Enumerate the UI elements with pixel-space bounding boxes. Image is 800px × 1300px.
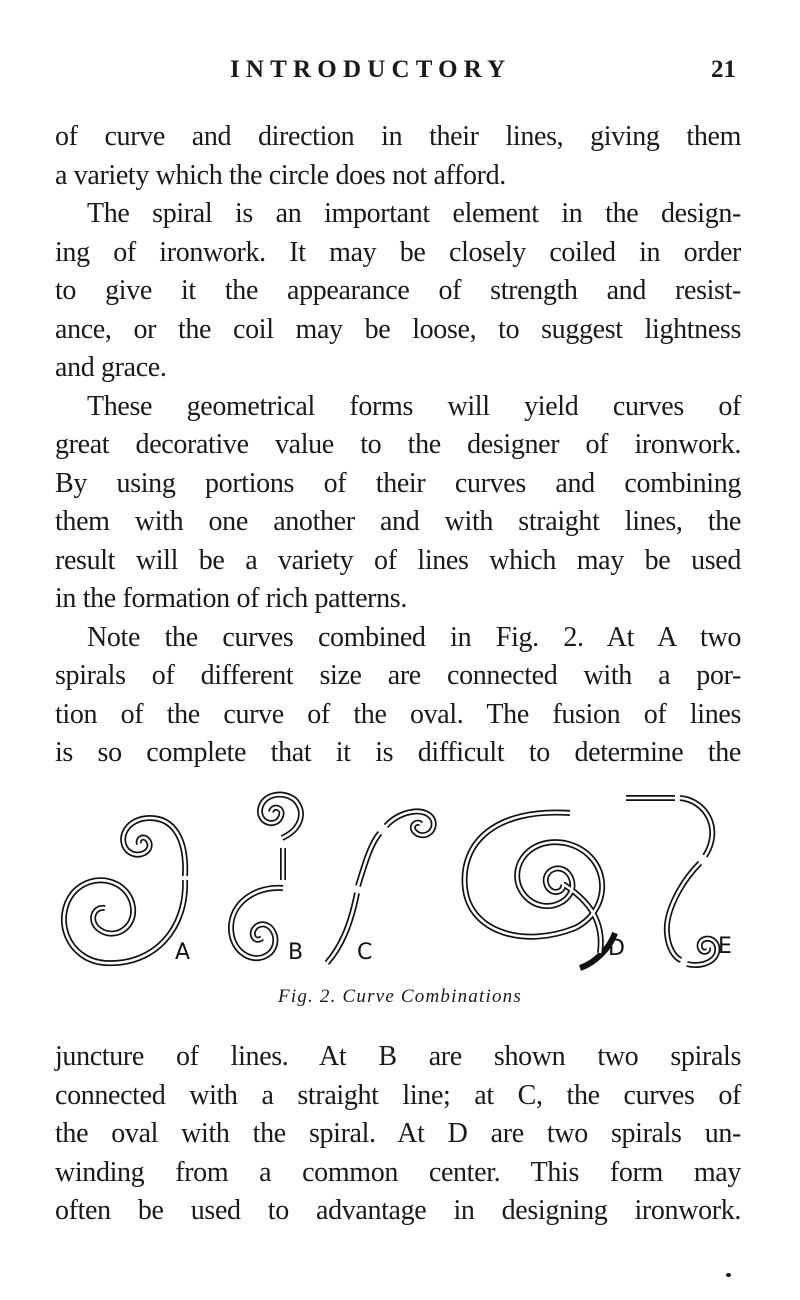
spiral-illustration <box>55 788 745 978</box>
text-line: is so complete that it is difficult to determine the <box>55 737 741 768</box>
figure-label-c: C <box>357 940 373 965</box>
text-line: a variety which the circle does not afford. <box>55 159 506 191</box>
running-head <box>0 56 800 90</box>
text-line: result will be a variety of lines which may be used <box>55 544 741 576</box>
text-line: By using portions of their curves and combining <box>55 467 741 499</box>
text-line: and grace. <box>55 352 167 383</box>
running-title: INTRODUCTORY <box>230 56 512 83</box>
paragraph-start: The spiral is an important element in the design- <box>87 198 741 229</box>
text-line: winding from a common center. This form may <box>55 1156 741 1188</box>
figure-caption: Fig. 2. Curve Combinations <box>278 986 522 1007</box>
paragraph-start: Note the curves combined in Fig. 2. At A two <box>87 621 741 653</box>
text-line: in the formation of rich patterns. <box>55 583 407 614</box>
figure-label-b: B <box>288 940 304 965</box>
body-text-top <box>55 118 741 773</box>
text-line: juncture of lines. At B are shown two spirals <box>55 1041 741 1072</box>
text-line: to give it the appearance of strength and resist- <box>55 275 741 306</box>
text-line: the oval with the spiral. At D are two spirals un- <box>55 1118 741 1149</box>
text-line: tion of the curve of the oval. The fusion of lines <box>55 698 741 730</box>
text-line: ance, or the coil may be loose, to suggest lightness <box>55 313 741 345</box>
print-speck <box>726 1273 731 1277</box>
text-line: ing of ironwork. It may be closely coiled in order <box>55 236 741 268</box>
text-line: spirals of different size are connected with a por- <box>55 660 741 691</box>
figure-label-d: D <box>608 936 625 961</box>
figure-label-e: E <box>718 934 732 959</box>
text-line: of curve and direction in their lines, giving them <box>55 121 741 152</box>
figure-label-a: A <box>175 940 191 965</box>
page-number: 21 <box>711 56 736 83</box>
paragraph-start: These geometrical forms will yield curves of <box>87 390 741 422</box>
body-text-bottom <box>55 1038 741 1231</box>
text-line: connected with a straight line; at C, the curves of <box>55 1079 741 1111</box>
text-line: great decorative value to the designer of ironwork. <box>55 429 741 460</box>
text-line: them with one another and with straight lines, the <box>55 506 741 537</box>
figure-curve-combinations <box>55 788 745 978</box>
text-line: often be used to advantage in designing ironwork. <box>55 1195 741 1226</box>
